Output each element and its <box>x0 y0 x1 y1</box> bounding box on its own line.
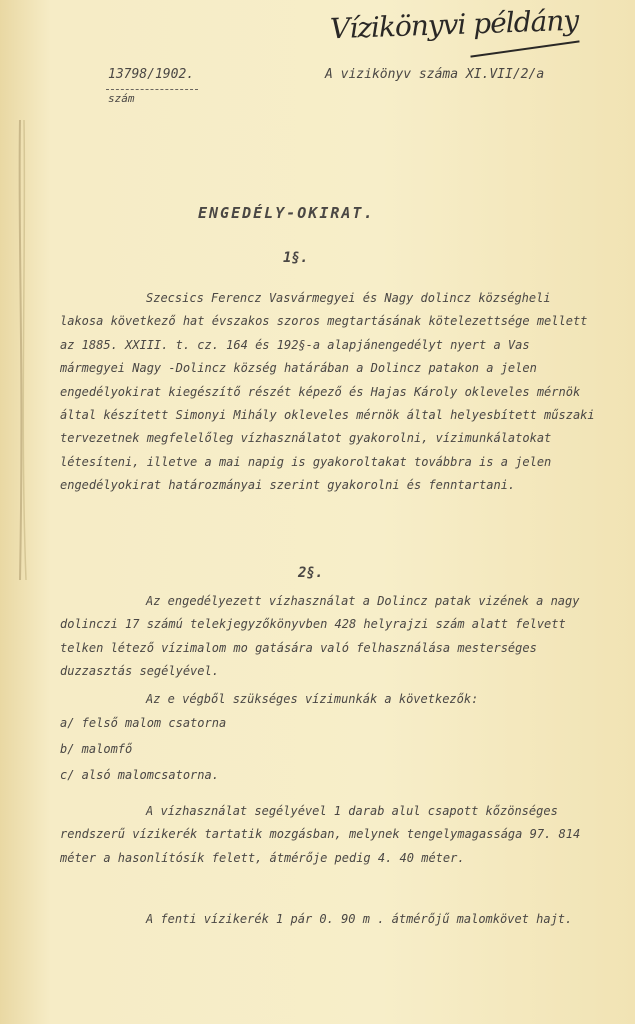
section-2-heading: 2§. <box>298 565 324 581</box>
document-title: ENGEDÉLY-OKIRAT. <box>198 204 375 222</box>
handwritten-note: Vízikönyvi példány <box>329 3 579 46</box>
reference-number: 13798/1902. <box>108 67 195 82</box>
binding-thread <box>14 120 32 580</box>
list-item-1: a/ felső malom csatorna <box>60 716 227 730</box>
list-item-2: b/ malomfő <box>60 742 133 756</box>
paragraph-1: Szecsics Ferencz Vasvármegyei és Nagy dolincz községheli lakosa következő hat évszakos szoros megtartásának kötelezettsége mellett az 1885. XXIII. t. cz. 164 és 192§-a alapjánengedélyt nyert a Vas mármegyei Nagy -Dolincz község határában a Dolincz patakon a jelen engedélyokirat kiegészítő részét képező és Hajas Károly okleveles mérnök által készített Simonyi Mihály okleveles mérnök által helyesbített műszaki tervezetnek megfelelőleg vízhasználatot gyakorolni, vízimunkálatokat létesíteni, illetve a mai napig is gyakoroltakat továbbra is a jelen engedélyokirat határozmányai szerint gyakorolni és fenntartani. <box>60 291 595 493</box>
reference-divider <box>106 89 198 90</box>
paragraph-3: Az e végből szükséges vízimunkák a következők: <box>146 692 479 706</box>
handwritten-underline <box>470 40 579 57</box>
section-1-heading: 1§. <box>283 250 309 266</box>
paragraph-2: Az engedélyezett vízhasználat a Dolincz patak vizének a nagy dolinczi 17 számú telekjegyzőkönyvben 428 helyrajzi szám alatt felvett telken létező vízimalom mo gatására való felhasználása mesterséges duzzasztás segélyével. <box>60 594 580 679</box>
paragraph-4: A vízhasználat segélyével 1 darab alul csapott kőzönséges rendszerű vízikerék tartatik mozgásban, melynek tengelymagassága 97. 814 méter a hasonlítósík felett, átmérője pedig 4. 40 méter. <box>60 804 581 865</box>
reference-label: szám <box>108 92 135 105</box>
list-item-3: c/ alsó malomcsatorna. <box>60 768 219 782</box>
paragraph-5: A fenti vízikerék 1 pár 0. 90 m . átmérőjű malomkövet hajt. <box>146 912 573 926</box>
vizikonyv-number: A vizikönyv száma XI.VII/2/a <box>325 67 545 82</box>
